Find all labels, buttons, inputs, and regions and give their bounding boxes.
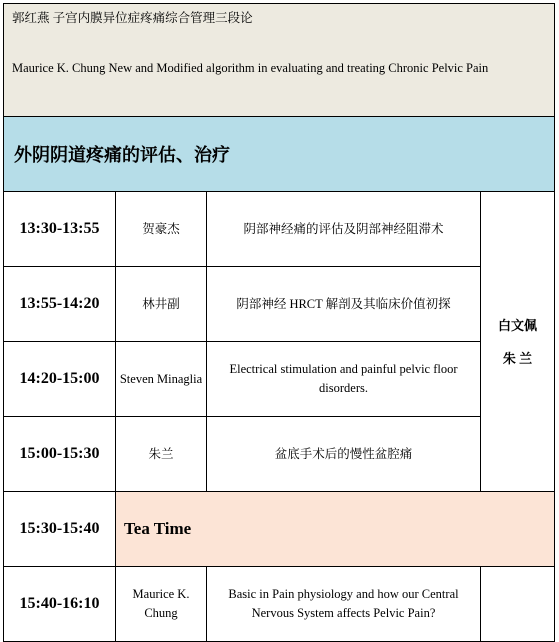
session-speaker: 贺豪杰 (116, 192, 207, 267)
session-row (4, 567, 555, 642)
session-time: 15:00-15:30 (4, 417, 116, 492)
session-row (4, 417, 555, 492)
moderators-cell (481, 192, 555, 492)
break-label: Tea Time (116, 492, 555, 567)
session-row (4, 267, 555, 342)
moderator-name: 白文佩 (498, 317, 538, 333)
schedule-table (3, 3, 555, 642)
intro-cell (4, 4, 555, 117)
session-topic: 阴部神经 HRCT 解剖及其临床价值初探 (207, 267, 481, 342)
intro-row (4, 4, 555, 117)
session-time: 13:30-13:55 (4, 192, 116, 267)
moderator-name: 朱 兰 (502, 350, 533, 366)
intro-line-2: Maurice K. Chung New and Modified algorithm in evaluating and treating Chronic Pelvic Pain (12, 61, 489, 75)
session-topic: Electrical stimulation and painful pelvic floor disorders. (207, 342, 481, 417)
section-title: 外阴阴道疼痛的评估、治疗 (4, 117, 555, 192)
session-time: 15:40-16:10 (4, 567, 116, 642)
session-time: 14:20-15:00 (4, 342, 116, 417)
session-speaker: Maurice K. Chung (116, 567, 207, 642)
moderators-cell (481, 567, 555, 642)
break-row (4, 492, 555, 567)
session-speaker: Steven Minaglia (116, 342, 207, 417)
session-time: 13:55-14:20 (4, 267, 116, 342)
intro-line-1: 郭红燕 子宫内膜异位症疼痛综合管理三段论 (12, 11, 253, 25)
section-row (4, 117, 555, 192)
session-topic: 盆底手术后的慢性盆腔痛 (207, 417, 481, 492)
session-topic: Basic in Pain physiology and how our Central Nervous System affects Pelvic Pain? (207, 567, 481, 642)
session-topic: 阴部神经痛的评估及阴部神经阻滞术 (207, 192, 481, 267)
session-row (4, 192, 555, 267)
break-time: 15:30-15:40 (4, 492, 116, 567)
session-speaker: 林井副 (116, 267, 207, 342)
session-row (4, 342, 555, 417)
session-speaker: 朱兰 (116, 417, 207, 492)
